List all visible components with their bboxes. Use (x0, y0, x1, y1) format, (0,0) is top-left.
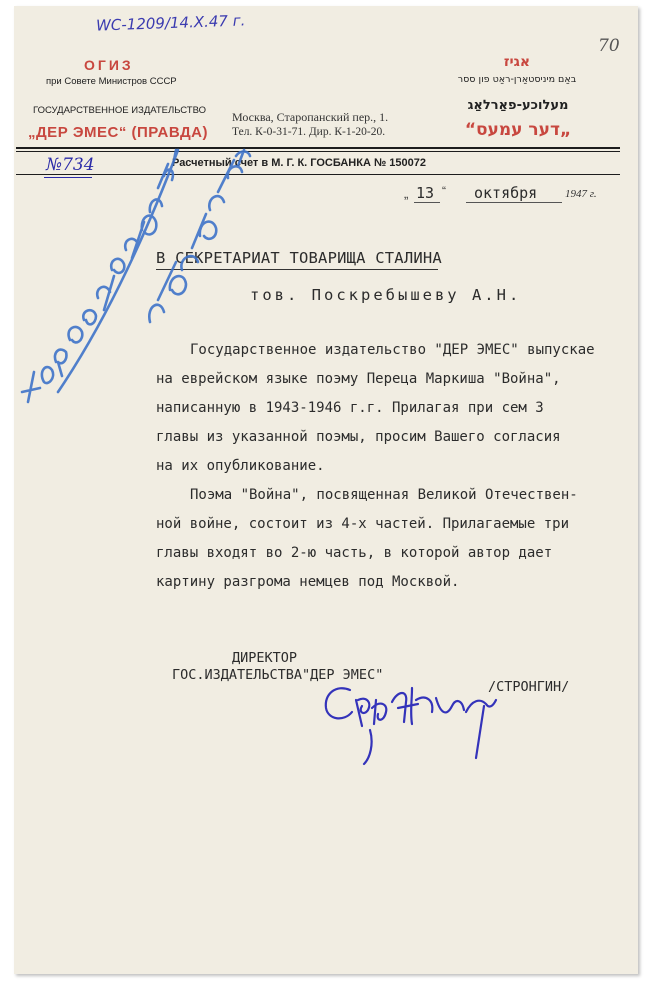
body-p2-l3: главы входят во 2-ю часть, в которой автор дает (156, 545, 553, 561)
body-p1-l2: на еврейском языке поэму Переца Маркиша "Война", (156, 371, 561, 387)
publisher-name: „ДЕР ЭМЕС“ (ПРАВДА) (28, 124, 208, 141)
phones: Тел. К-0-31-71. Дир. К-1-20-20. (232, 126, 386, 138)
reg-number: №734 (46, 155, 95, 175)
addressee-line1: В СЕКРЕТАРИАТ ТОВАРИЩА СТАЛИНА (156, 249, 442, 267)
yiddish-council: באַם מיניסטאַרן-ראַט פון ססר (457, 74, 577, 85)
date-quote-close: “ (442, 184, 446, 198)
archive-note: WC-1209/14.X.47 г. (95, 11, 246, 35)
publisher-line: ГОСУДАРСТВЕННОЕ ИЗДАТЕЛЬСТВО (33, 105, 207, 116)
body-p2-l1: Поэма "Война", посвященная Великой Отечествен- (190, 487, 578, 503)
address: Москва, Старопанский пер., 1. (232, 110, 389, 124)
body-p1-l1: Государственное издательство "ДЕР ЭМЕС" выпускае (190, 342, 595, 358)
addressee-line2: тов. Поскребышеву А.Н. (250, 286, 522, 304)
date-quote-open: „ (404, 186, 409, 201)
signature-title1: ДИРЕКТОР (232, 650, 298, 666)
page-number: 70 (598, 36, 620, 56)
yiddish-publisher-name: „דער עמעס“ (464, 120, 572, 140)
body-p1-l3: написанную в 1943-1946 г.г. Прилагая при сем 3 (156, 400, 544, 416)
body-p2-l4: картину разгрома немцев под Москвой. (156, 574, 460, 590)
body-p1-l5: на их опубликование. (156, 458, 325, 474)
ogiz-title: ОГИЗ (84, 57, 134, 73)
date-month: октября (474, 184, 538, 202)
signature-name: /СТРОНГИН/ (488, 679, 570, 695)
date-day: 13 (416, 184, 435, 202)
bank-account: Расчетный счет в М. Г. К. ГОСБАНКА № 150072 (172, 157, 426, 169)
body-p1-l4: главы из указанной поэмы, просим Вашего согласия (156, 429, 561, 445)
body-p2-l2: ной войне, состоит из 4-х частей. Прилагаемые три (156, 516, 570, 532)
signature-title2: ГОС.ИЗДАТЕЛЬСТВА"ДЕР ЭМЕС" (172, 667, 384, 683)
council-line: при Совете Министров СССР (46, 76, 177, 87)
yiddish-publisher: מעלוכע-פאַרלאַג (467, 98, 569, 113)
date-year: 1947 г. (565, 188, 597, 200)
yiddish-ogiz: אגיז (503, 54, 531, 70)
